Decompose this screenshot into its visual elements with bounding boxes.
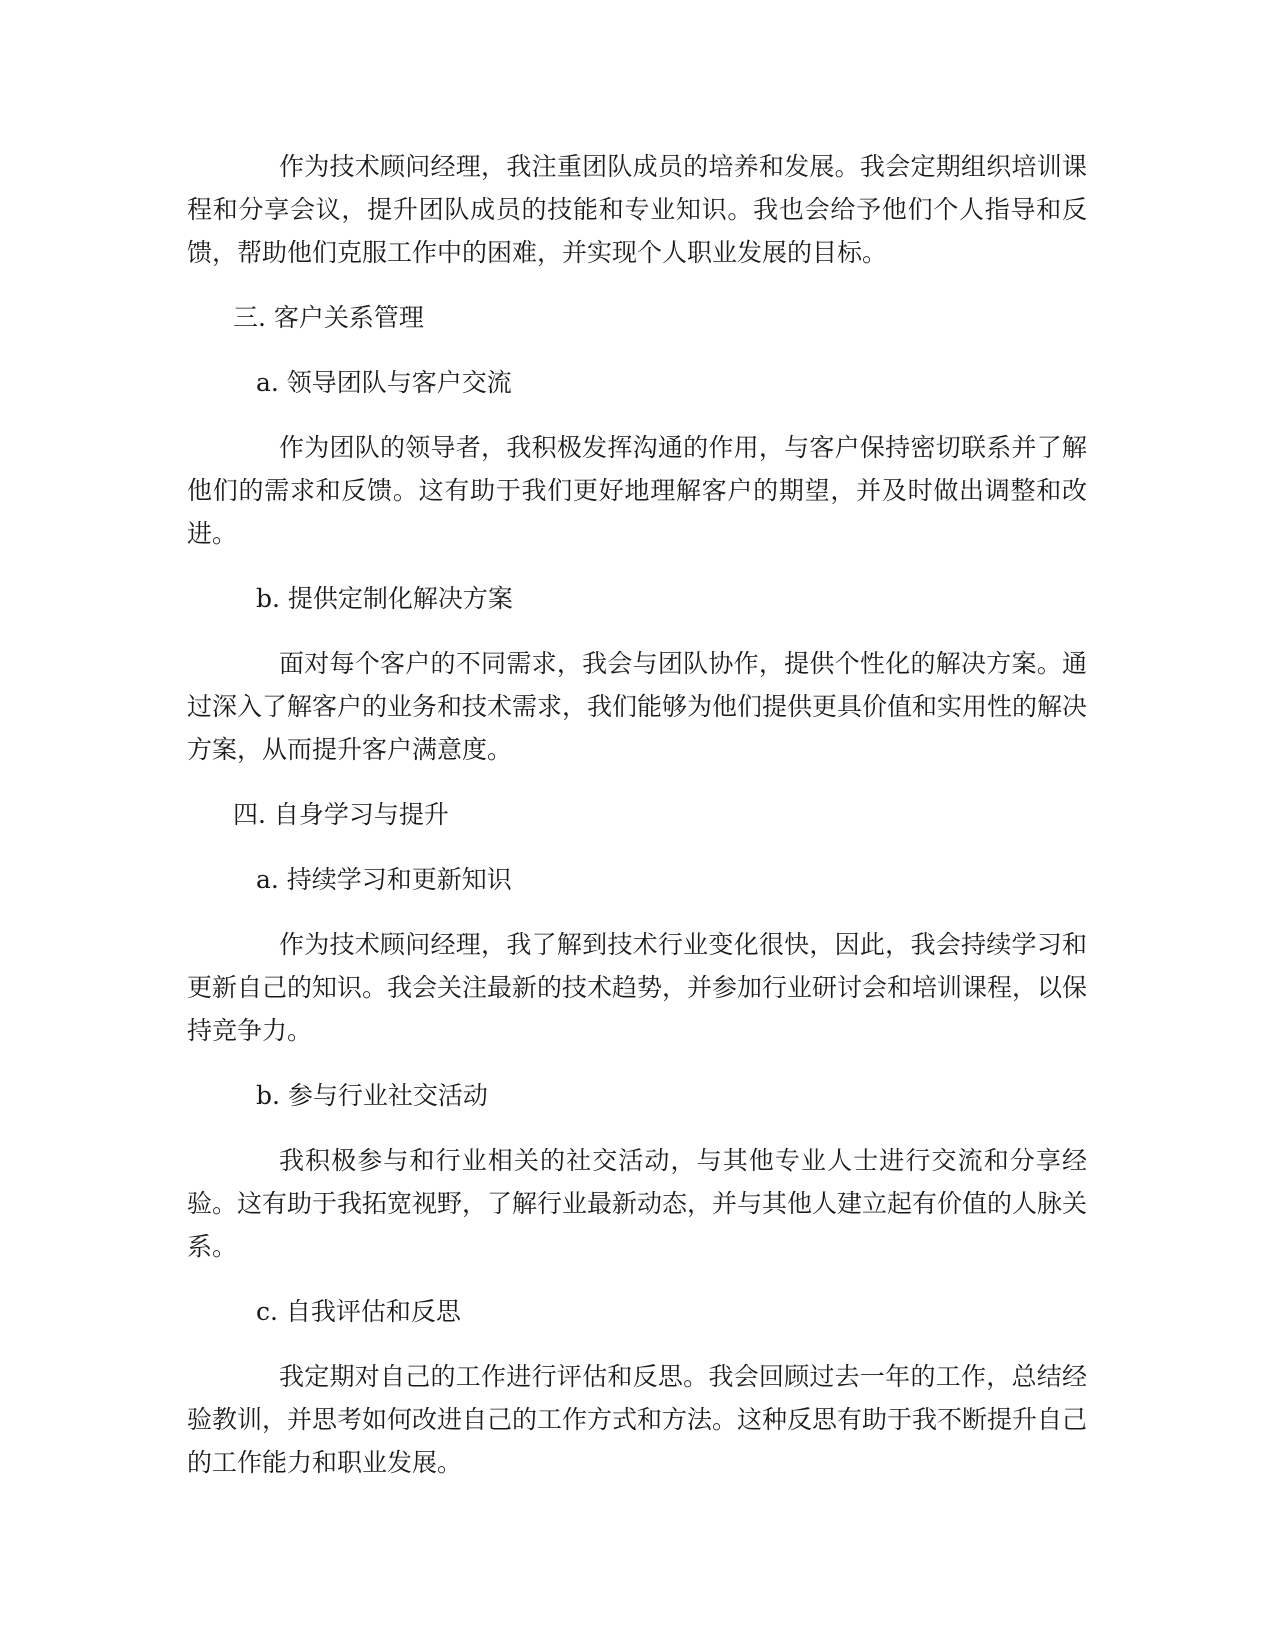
paragraph-self-evaluation: 我定期对自己的工作进行评估和反思。我会回顾过去一年的工作，总结经验教训，并思考如何改进自己的工作方式和方法。这种反思有助于我不断提升自己的工作能力和职业发展。 [187,1362,1088,1477]
section-heading-customer-relations: 三. 客户关系管理 [233,303,424,332]
subheading-custom-solutions: b. 提供定制化解决方案 [256,584,513,613]
section-heading-self-learning: 四. 自身学习与提升 [233,800,449,829]
subheading-self-evaluation: c. 自我评估和反思 [256,1297,461,1326]
subheading-industry-networking: b. 参与行业社交活动 [256,1081,488,1110]
paragraph-custom-solutions: 面对每个客户的不同需求，我会与团队协作，提供个性化的解决方案。通过深入了解客户的业务和技术需求，我们能够为他们提供更具价值和实用性的解决方案，从而提升客户满意度。 [187,649,1088,764]
subheading-continuous-learning: a. 持续学习和更新知识 [256,865,512,894]
paragraph-team-communication: 作为团队的领导者，我积极发挥沟通的作用，与客户保持密切联系并了解他们的需求和反馈。这有助于我们更好地理解客户的期望，并及时做出调整和改进。 [187,433,1087,548]
paragraph-continuous-learning: 作为技术顾问经理，我了解到技术行业变化很快，因此，我会持续学习和更新自己的知识。我会关注最新的技术趋势，并参加行业研讨会和培训课程，以保持竞争力。 [187,930,1088,1045]
subheading-lead-team-communication: a. 领导团队与客户交流 [256,368,512,397]
paragraph-team-development: 作为技术顾问经理，我注重团队成员的培养和发展。我会定期组织培训课程和分享会议，提升团队成员的技能和专业知识。我也会给予他们个人指导和反馈，帮助他们克服工作中的困难，并实现个人职业发展的目标。 [187,152,1087,267]
paragraph-industry-networking: 我积极参与和行业相关的社交活动，与其他专业人士进行交流和分享经验。这有助于我拓宽视野，了解行业最新动态，并与其他人建立起有价值的人脉关系。 [187,1146,1088,1261]
document-body [187,145,1087,1506]
